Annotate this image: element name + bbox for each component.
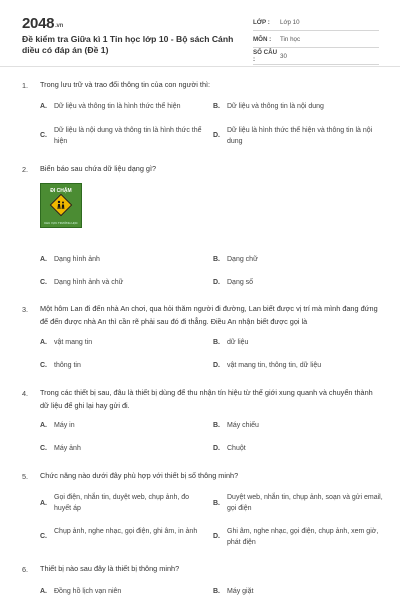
question-text: Một hôm Lan đi đến nhà An chơi, qua hỏi thăm người đi đường, Lan biết được vị trí mà mình đang đứng để đến được nhà An thì cần rẽ phải sau đó đi thẳng. Điều An nhận biết được gọi là (40, 304, 378, 326)
option-letter: B. (213, 256, 220, 263)
question-text: Chức năng nào dưới đây phù hợp với thiết bị số thông minh? (40, 471, 239, 480)
sign-top-text: ĐI CHẬM (50, 188, 72, 194)
option-letter: C. (40, 279, 47, 286)
header (0, 0, 400, 66)
option-letter: B. (213, 103, 220, 110)
option-text: Chuột (227, 445, 246, 452)
exam-meta (253, 14, 379, 65)
option-text: dữ liệu (227, 339, 249, 346)
option-text: vật mang tin (54, 339, 93, 346)
option-text: thông tin (54, 362, 81, 369)
meta-key: SỐ CÂU : (253, 49, 278, 63)
sign-bottom-text: KHU VỰC TRƯỜNG HỌC (44, 221, 78, 225)
option-letter: D. (213, 132, 220, 139)
meta-row-subject (253, 31, 379, 48)
option-letter: A. (40, 339, 47, 346)
option-text: Dạng hình ảnh và chữ (54, 279, 124, 286)
logo-suffix: .vn (55, 23, 63, 29)
option-letter: C. (40, 445, 47, 452)
meta-value: Lớp 10 (280, 18, 300, 26)
question-number: 6. (22, 565, 29, 574)
option-letter: D. (213, 445, 220, 452)
question-number: 1. (22, 81, 29, 90)
option-letter: A. (40, 103, 47, 110)
meta-value: Tin học (280, 35, 301, 43)
question-text: Trong các thiết bị sau, đâu là thiết bị dùng để thu nhận tín hiệu từ thế giới xung quanh và chuyển thành dữ liệu để ghi lại hay gửi đi. (40, 388, 373, 410)
option-text: Duyệt web, nhắn tin, chụp ảnh, soạn và gửi email, gọi điện (227, 494, 383, 512)
site-logo[interactable] (22, 15, 63, 32)
question-text: Thiết bị nào sau đây là thiết bị thông minh? (40, 564, 180, 573)
option-letter: A. (40, 256, 47, 263)
option-letter: B. (213, 339, 220, 346)
option-letter: A. (40, 500, 47, 507)
option-text: Gọi điện, nhắn tin, duyệt web, chụp ảnh, đo huyết áp (54, 494, 190, 512)
school-zone-sign (40, 183, 82, 228)
option-text: Máy in (54, 422, 75, 429)
option-text: Dữ liệu là nội dung và thông tin là hình thức thể hiện (54, 127, 202, 145)
meta-key: LỚP : (253, 18, 270, 26)
question-text: Biển báo sau chứa dữ liệu dạng gì? (40, 164, 157, 173)
option-letter: B. (213, 422, 220, 429)
option-text: Dạng số (227, 279, 254, 286)
option-text: Máy giặt (227, 588, 254, 595)
header-divider (0, 66, 400, 67)
option-letter: C. (40, 132, 47, 139)
option-text: Dữ liệu và thông tin là nội dung (227, 103, 324, 110)
option-text: Dạng hình ảnh (54, 256, 100, 263)
option-text: Dạng chữ (227, 256, 258, 263)
question-number: 3. (22, 305, 29, 314)
question-number: 2. (22, 165, 29, 174)
question-number: 4. (22, 389, 29, 398)
logo-text: 2048 (22, 15, 55, 32)
option-text: Máy chiếu (227, 422, 259, 429)
option-letter: B. (213, 500, 220, 507)
option-letter: C. (40, 533, 47, 540)
children-crossing-icon (55, 200, 67, 210)
option-text: Dữ liệu là hình thức thể hiện và thông tin là nội dung (227, 127, 373, 145)
option-text: Ghi âm, nghe nhạc, gọi điện, chụp ảnh, xem giờ, phát điện (227, 528, 379, 546)
option-text: Chụp ảnh, nghe nhạc, gọi điện, ghi âm, in ảnh (54, 528, 198, 535)
option-letter: C. (40, 362, 47, 369)
meta-row-count (253, 48, 379, 65)
option-letter: D. (213, 533, 220, 540)
page-title: Đề kiểm tra Giữa kì 1 Tin học lớp 10 - Bộ sách Cánh diều có đáp án (Đề 1) (22, 34, 234, 55)
option-letter: D. (213, 362, 220, 369)
meta-key: MÔN : (253, 35, 272, 43)
option-text: vật mang tin, thông tin, dữ liệu (227, 362, 322, 369)
option-text: Đồng hồ lịch vạn niên (54, 588, 122, 595)
option-letter: A. (40, 422, 47, 429)
option-text: Máy ảnh (54, 445, 81, 452)
option-text: Dữ liệu và thông tin là hình thức thể hiện (54, 103, 181, 110)
meta-row-class (253, 14, 379, 31)
option-letter: D. (213, 279, 220, 286)
question-text: Trong lưu trữ và trao đổi thông tin của con người thì: (40, 80, 211, 89)
meta-value: 30 (280, 52, 287, 60)
question-number: 5. (22, 472, 29, 481)
option-letter: A. (40, 588, 47, 595)
option-letter: B. (213, 588, 220, 595)
